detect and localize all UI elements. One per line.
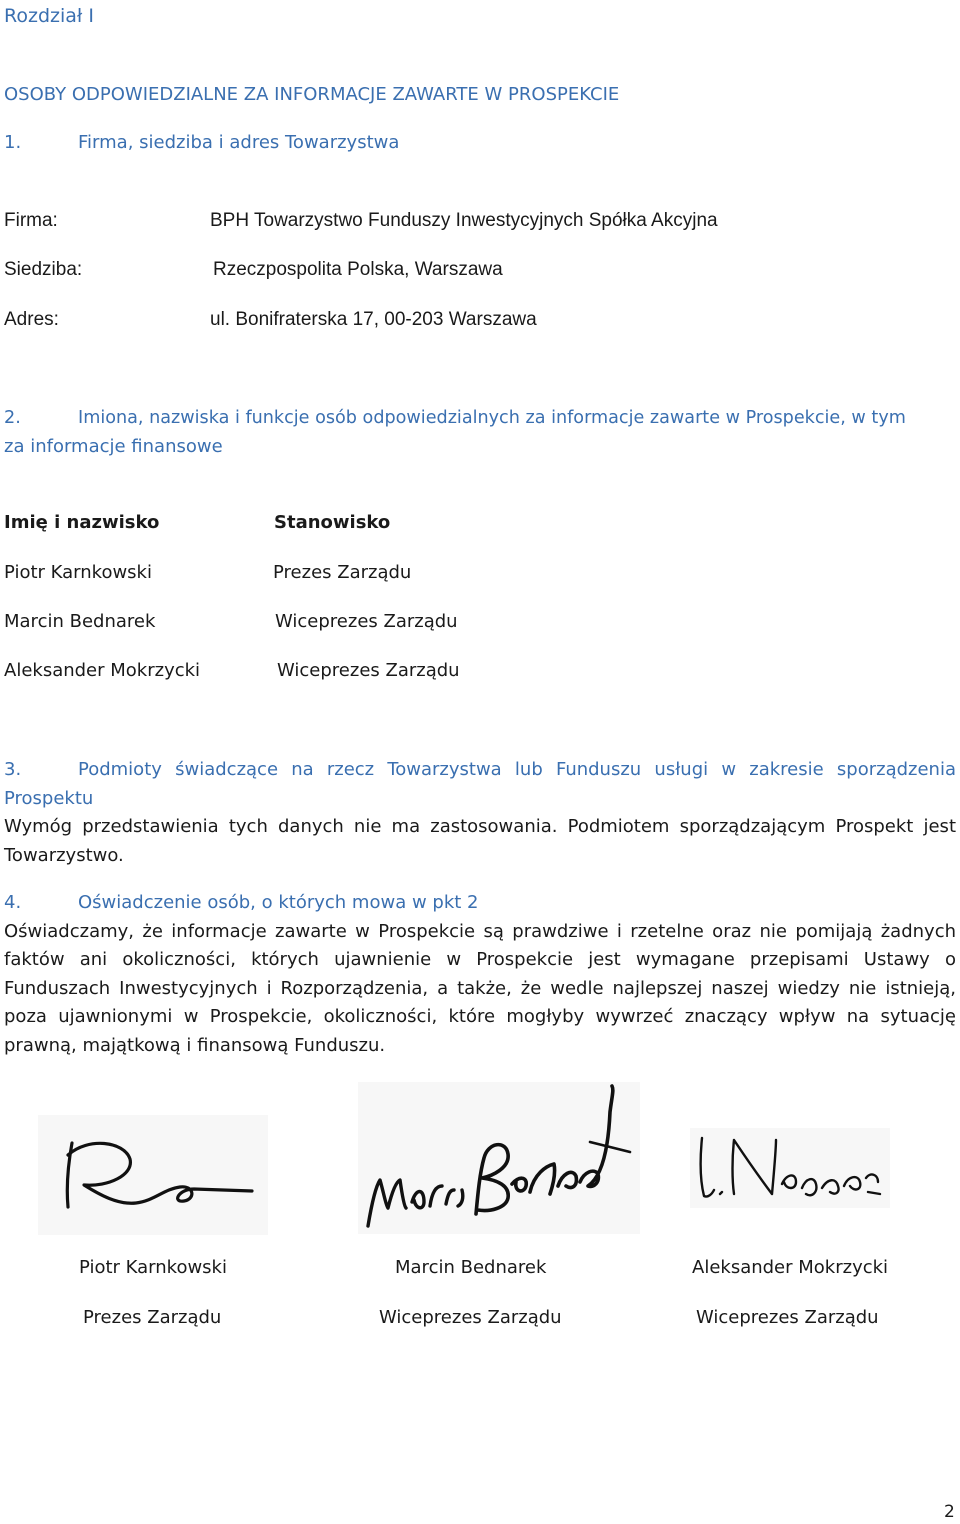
section-title: OSOBY ODPOWIEDZIALNE ZA INFORMACJE ZAWARTE W PROSPEKCIE xyxy=(4,84,620,105)
section-3-block xyxy=(4,756,956,870)
section-4-body: Oświadczamy, że informacje zawarte w Prospekcie są prawdziwe i rzetelne oraz nie pomijają żadnych faktów ani okoliczności, których ujawnienie w Prospekcie jest wymagane przepisami Ustawy o Funduszach Inwestycyjnych i Rozporządzenia, a także, że wedle najlepszej naszej wiedzy nie istnieją, poza ujawnionymi w Prospekcie, okoliczności, które mogłyby wywrzeć znaczący wpływ na sytuację prawną, majątkową i finansową Funduszu. xyxy=(4,920,956,1056)
section-3-body: Wymóg przedstawienia tych danych nie ma zastosowania. Podmiotem sporządzającym Prospekt jest Towarzystwo. xyxy=(4,816,956,866)
section-3-heading xyxy=(4,756,956,785)
person-position: Wiceprezes Zarządu xyxy=(275,611,458,632)
firma-label: Firma: xyxy=(4,210,58,231)
signatory-position: Wiceprezes Zarządu xyxy=(379,1307,562,1328)
firma-value: BPH Towarzystwo Funduszy Inwestycyjnych Spółka Akcyjna xyxy=(210,210,718,231)
signatory-position: Prezes Zarządu xyxy=(83,1307,222,1328)
chapter-title: Rozdział I xyxy=(4,5,94,27)
column-header-position: Stanowisko xyxy=(274,512,391,533)
section-3-heading-line1: Podmioty świadczące na rzecz Towarzystwa lub Funduszu usługi w zakresie sporządzenia xyxy=(78,759,956,780)
person-name: Aleksander Mokrzycki xyxy=(4,660,201,681)
section-2-heading xyxy=(4,406,906,430)
page-number: 2 xyxy=(944,1502,955,1522)
section-1-heading-text: Firma, siedziba i adres Towarzystwa xyxy=(78,132,400,153)
section-2-heading-line2: za informacje finansowe xyxy=(4,436,223,457)
signature-karnkowski-image xyxy=(38,1115,268,1235)
section-4-number: 4. xyxy=(4,892,22,913)
siedziba-value: Rzeczpospolita Polska, Warszawa xyxy=(213,259,503,280)
section-3-heading-line2: Prospektu xyxy=(4,787,94,809)
section-1-number: 1. xyxy=(4,132,22,153)
person-name: Marcin Bednarek xyxy=(4,611,156,632)
person-name: Piotr Karnkowski xyxy=(4,562,152,583)
signature-bednarek-image xyxy=(358,1082,640,1234)
person-position: Wiceprezes Zarządu xyxy=(277,660,460,681)
section-2-heading-line1: Imiona, nazwiska i funkcje osób odpowiedzialnych za informacje zawarte w Prospekcie, w tym xyxy=(78,408,906,428)
section-2-number: 2. xyxy=(4,408,21,428)
adres-value: ul. Bonifraterska 17, 00-203 Warszawa xyxy=(210,309,537,330)
signature-mokrzycki-image xyxy=(690,1128,890,1208)
column-header-name: Imię i nazwisko xyxy=(4,512,160,533)
adres-label: Adres: xyxy=(4,309,59,330)
section-4-heading xyxy=(4,889,956,918)
section-4-block xyxy=(4,889,956,1061)
person-position: Prezes Zarządu xyxy=(273,562,412,583)
signatory-name: Aleksander Mokrzycki xyxy=(692,1257,889,1278)
signatory-name: Piotr Karnkowski xyxy=(79,1257,227,1278)
section-3-number: 3. xyxy=(4,759,22,780)
section-4-heading-text: Oświadczenie osób, o których mowa w pkt 2 xyxy=(78,892,479,913)
section-1-heading xyxy=(4,131,399,155)
signatory-position: Wiceprezes Zarządu xyxy=(696,1307,879,1328)
siedziba-label: Siedziba: xyxy=(4,259,83,280)
signatory-name: Marcin Bednarek xyxy=(395,1257,547,1278)
